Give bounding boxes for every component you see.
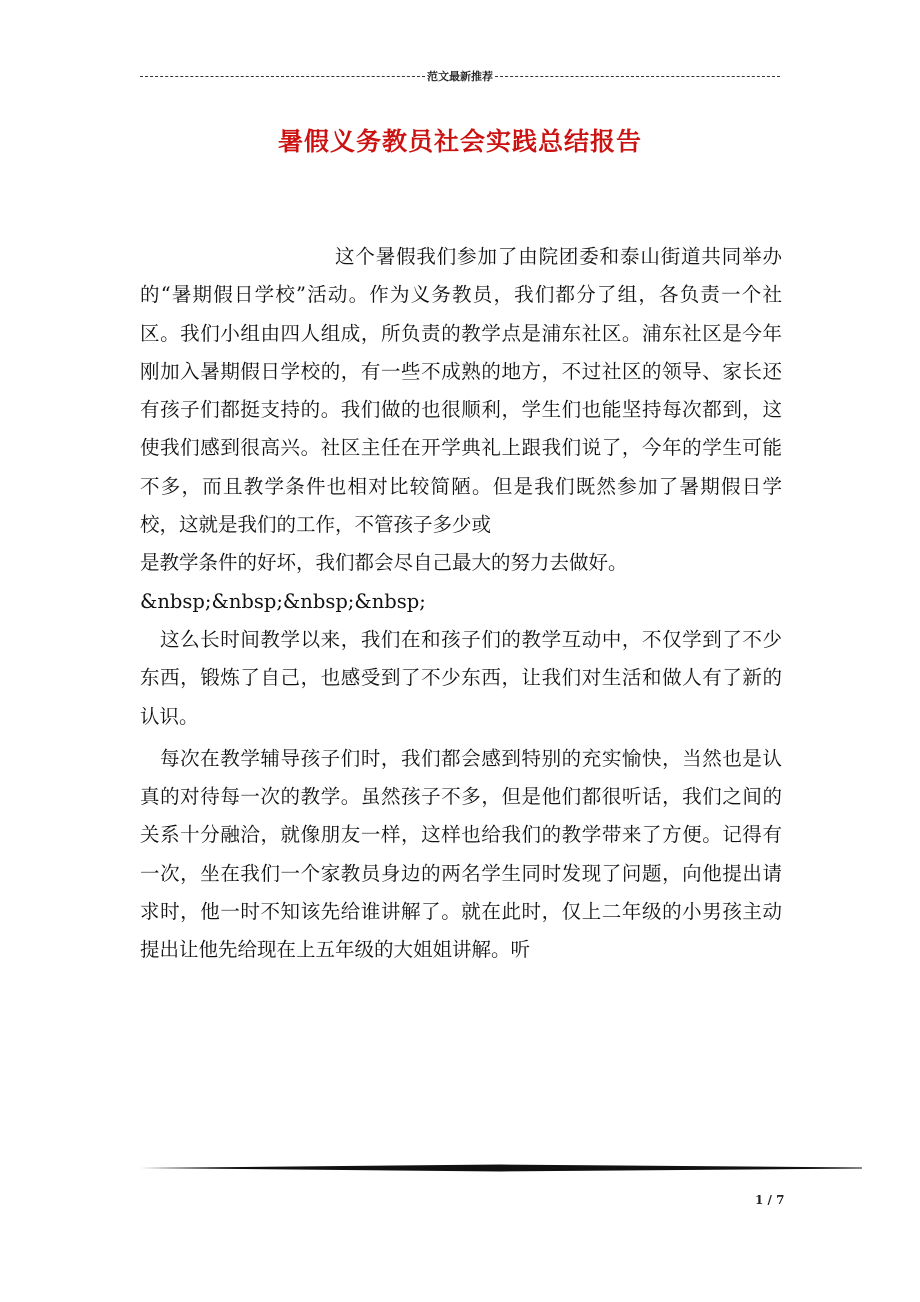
- header-label: 范文最新推荐: [427, 70, 493, 83]
- document-body: [140, 238, 782, 970]
- header-dash-left: [140, 76, 425, 77]
- paragraph-1: 这个暑假我们参加了由院团委和泰山街道共同举办的“暑期假日学校”活动。作为义务教员，我们都分了组，各负责一个社区。我们小组由四人组成，所负责的教学点是浦东社区。浦东社区是今年刚加入暑期假日学校的，有一些不成熟的地方，不过社区的领导、家长还有孩子们都挺支持的。我们做的也很顺利，学生们也能坚持每次都到，这使我们感到很高兴。社区主任在开学典礼上跟我们说了，今年的学生可能不多，而且教学条件也相对比较简陋。但是我们既然参加了暑期假日学校，这就是我们的工作，不管孩子多少或: [140, 245, 782, 537]
- paragraph-nbsp-entities: &nbsp;&nbsp;&nbsp;&nbsp;: [140, 589, 426, 613]
- paragraph-3: 每次在教学辅导孩子们时，我们都会感到特别的充实愉快，当然也是认真的对待每一次的教学。虽然孩子不多，但是他们都很听话，我们之间的关系十分融洽，就像朋友一样，这样也给我们的教学带来了方便。记得有一次，坐在我们一个家教员身边的两名学生同时发现了问题，向他提出请求时，他一时不知该先给谁讲解了。就在此时，仅上二年级的小男孩主动提出让他先给现在上五年级的大姐姐讲解。听: [140, 746, 782, 962]
- footer-rule: [140, 1164, 862, 1172]
- header-dash-right: [495, 76, 780, 77]
- paragraph-1-last-line: 是教学条件的好坏，我们都会尽自己最大的努力去做好。: [140, 551, 628, 575]
- page-number: 1 / 7: [755, 1193, 785, 1207]
- paragraph-2: 这么长时间教学以来，我们在和孩子们的教学互动中，不仅学到了不少东西，锻炼了自己，也感受到了不少东西，让我们对生活和做人有了新的认识。: [140, 627, 782, 728]
- page-header: [140, 68, 780, 84]
- document-title: 暑假义务教员社会实践总结报告: [277, 127, 642, 156]
